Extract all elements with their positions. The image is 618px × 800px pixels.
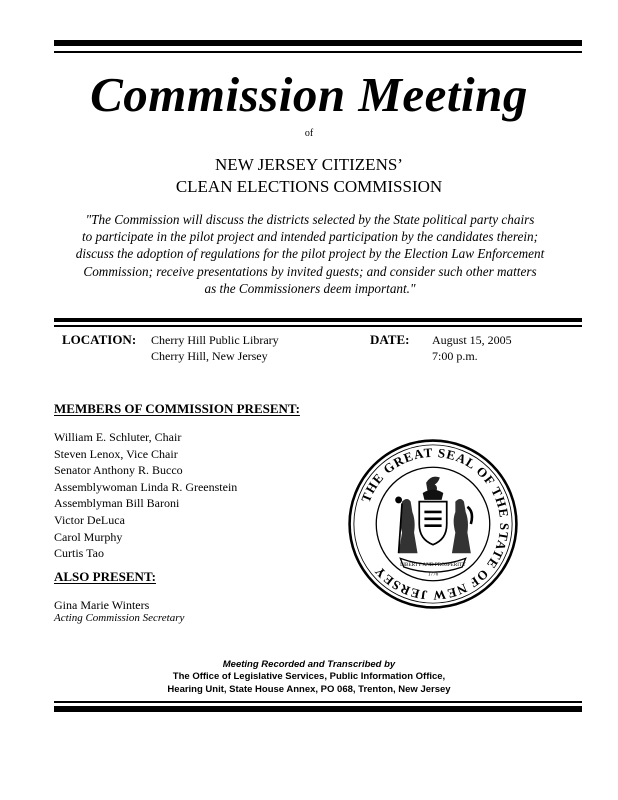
member-item: Steven Lenox, Vice Chair	[54, 446, 178, 461]
seal-motto: LIBERTY AND PROSPERITY	[400, 562, 466, 569]
mid-rule-thick	[54, 318, 582, 322]
meeting-description	[40, 211, 580, 297]
description-line: discuss the adoption of regulations for the pilot project by the Election Law Enforcement	[75, 246, 545, 262]
description-line: "The Commission will discuss the districts selected by the State political party chairs	[85, 212, 535, 227]
date-label: DATE:	[370, 332, 410, 347]
of-text: of	[304, 128, 314, 139]
seal-ring-text: THE GREAT SEAL OF THE STATE OF NEW JERSEY	[358, 445, 512, 603]
members-heading: MEMBERS OF COMMISSION PRESENT:	[54, 401, 300, 416]
member-item: Assemblywoman Linda R. Greenstein	[54, 479, 238, 494]
seal-year: 1776	[427, 571, 439, 578]
state-seal-image	[347, 438, 519, 610]
bottom-rule-thick	[54, 706, 582, 712]
mid-rule-thin	[54, 325, 582, 327]
organization-line: CLEAN ELECTIONS COMMISSION	[175, 177, 443, 196]
description-line: to participate in the pilot project and intended participation by the candidates therein;	[81, 229, 539, 245]
member-item: Assemblyman Bill Baroni	[54, 496, 180, 511]
member-item: William E. Schluter, Chair	[54, 430, 182, 444]
footer-credits	[0, 659, 618, 696]
also-present-name: Gina Marie Winters	[54, 598, 150, 612]
description-line: Commission; receive presentations by invited guests; and consider such other matters	[83, 263, 537, 279]
organization-line: NEW JERSEY CITIZENS’	[215, 155, 403, 174]
member-item: Senator Anthony R. Bucco	[54, 463, 183, 478]
also-present-role: Acting Commission Secretary	[54, 612, 185, 624]
date-line: 7:00 p.m.	[432, 349, 478, 363]
footer-line: The Office of Legislative Services, Public Information Office,	[172, 671, 446, 683]
members-list	[54, 429, 237, 562]
description-line: as the Commissioners deem important."	[204, 280, 416, 296]
member-item: Carol Murphy	[54, 529, 123, 544]
member-item: Curtis Tao	[54, 546, 104, 561]
member-item: Victor DeLuca	[54, 512, 125, 527]
footer-line: Hearing Unit, State House Annex, PO 068, Trenton, New Jersey	[167, 683, 451, 695]
bottom-rule-thin	[54, 701, 582, 703]
also-present-heading: ALSO PRESENT:	[54, 569, 156, 584]
top-rule-thick	[54, 40, 582, 46]
date-line: August 15, 2005	[432, 333, 512, 347]
location-line: Cherry Hill Public Library	[151, 333, 279, 347]
page-title: Commission Meeting	[90, 67, 528, 122]
date-value	[432, 332, 512, 364]
organization-name	[0, 154, 618, 198]
footer-line: Meeting Recorded and Transcribed by	[222, 659, 396, 670]
top-rule-thin	[54, 51, 582, 53]
location-line: Cherry Hill, New Jersey	[151, 349, 268, 363]
location-label: LOCATION:	[62, 332, 137, 347]
location-value	[151, 332, 279, 364]
